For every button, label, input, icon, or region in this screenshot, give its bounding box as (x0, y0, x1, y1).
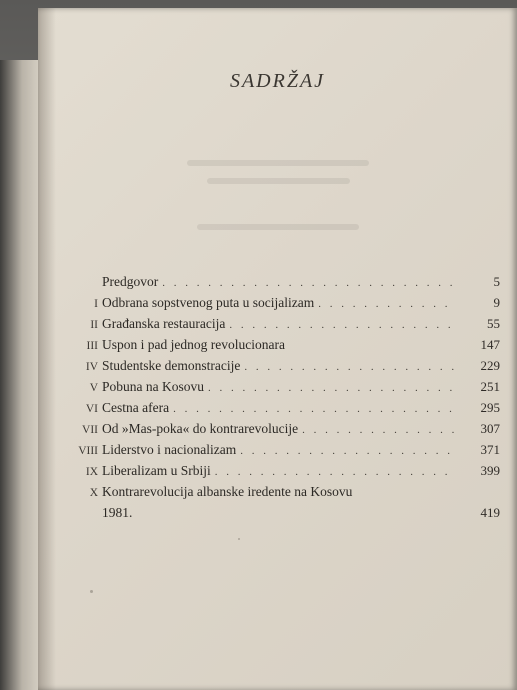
chapter-title: Uspon i pad jednog revolucionara (102, 337, 285, 352)
chapter-number: IX (85, 466, 98, 478)
chapter-number: VII (82, 424, 98, 436)
page-title: SADRŽAJ (229, 70, 326, 92)
chapter-number: I (94, 298, 98, 310)
toc-row (62, 274, 502, 295)
dot-leader (302, 424, 454, 436)
toc-row (62, 400, 502, 421)
chapter-number: V (89, 382, 98, 394)
chapter-title: Predgovor (102, 274, 159, 289)
toc-row (62, 358, 502, 379)
chapter-number: VI (85, 403, 98, 415)
page-number: 55 (487, 316, 500, 331)
book-page (38, 8, 517, 690)
toc-row (62, 337, 502, 358)
dot-leader (215, 466, 454, 478)
chapter-number: II (90, 319, 98, 331)
dot-leader (208, 382, 454, 394)
table-of-contents (62, 274, 502, 526)
paper-speck (238, 538, 240, 540)
paper-speck (90, 590, 93, 593)
chapter-title: Odbrana sopstvenog puta u socijalizam (102, 295, 315, 310)
dot-leader (244, 361, 454, 373)
chapter-title: Pobuna na Kosovu (102, 379, 204, 394)
toc-row (62, 316, 502, 337)
page-number: 419 (480, 505, 500, 520)
book-spine-edge (0, 60, 40, 690)
chapter-number: X (89, 487, 98, 499)
toc-row (62, 295, 502, 316)
dot-leader (173, 403, 454, 415)
page-number: 147 (480, 337, 500, 352)
bleed-through-text (148, 148, 408, 258)
chapter-number: III (86, 340, 98, 352)
chapter-title: Kontrarevolucija albanske iredente na Kosovu (102, 484, 353, 499)
toc-row (62, 505, 502, 526)
toc-row (62, 442, 502, 463)
chapter-title: Liderstvo i nacionalizam (102, 442, 237, 457)
dot-leader (229, 319, 454, 331)
chapter-title: Građanska restauracija (102, 316, 226, 331)
chapter-title: Od »Mas-poka« do kontrarevolucije (102, 421, 299, 436)
toc-row (62, 463, 502, 484)
dot-leader (240, 445, 454, 457)
page-number: 229 (480, 358, 500, 373)
page-number: 9 (493, 295, 500, 310)
chapter-number: IV (85, 361, 98, 373)
page-number: 307 (480, 421, 500, 436)
toc-row (62, 421, 502, 442)
dot-leader (162, 277, 454, 289)
page-number: 251 (480, 379, 500, 394)
page-number: 371 (480, 442, 500, 457)
chapter-title: Liberalizam u Srbiji (102, 463, 211, 478)
chapter-title: Cestna afera (102, 400, 170, 415)
chapter-title: Studentske demonstracije (102, 358, 241, 373)
chapter-number: VIII (78, 445, 98, 457)
dot-leader (318, 298, 454, 310)
chapter-title: 1981. (102, 505, 133, 520)
toc-row (62, 379, 502, 400)
page-number: 5 (493, 274, 500, 289)
toc-row (62, 484, 502, 505)
page-number: 399 (480, 463, 500, 478)
page-number: 295 (480, 400, 500, 415)
